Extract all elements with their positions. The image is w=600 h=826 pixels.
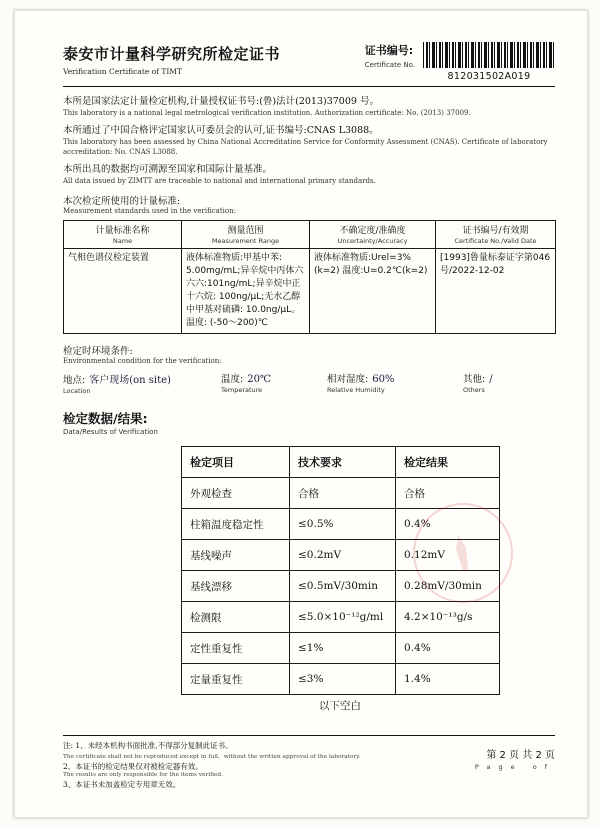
environment-section-title: [63, 343, 555, 365]
col-label-en: Measurement Range: [211, 237, 280, 246]
certificate-content: [63, 41, 555, 713]
results-cell-item: 基线漂移: [182, 571, 290, 602]
statement-item: [63, 125, 555, 157]
results-cell-requirement: ≤3%: [290, 664, 396, 695]
header-left: [63, 41, 280, 76]
footer-note-cn: 2、本证书的检定结果仅对被检定器有效。: [63, 762, 203, 771]
footer-note: [63, 740, 393, 760]
col-label-en: Certificate No./Valid Date: [454, 237, 537, 246]
barcode-block: [423, 42, 555, 82]
col-label-cn: 证书编号/有效期: [462, 226, 529, 237]
results-blank-note: 以下空白: [319, 700, 361, 713]
barcode-icon: [423, 42, 555, 68]
page-number: [475, 740, 555, 771]
results-cell-requirement: ≤0.5mV/30min: [290, 571, 396, 602]
standards-col-certificate: [436, 221, 556, 249]
statements-block: [63, 96, 555, 186]
results-cell-item: 基线噪声: [182, 540, 290, 571]
results-cell-result: 4.2×10⁻¹³g/s: [396, 602, 500, 633]
environment-location-value: 客户现场(on site): [89, 375, 171, 387]
cert-no-label-cn: 证书编号:: [364, 44, 414, 57]
cert-no-label-en: Certificate No.: [364, 61, 415, 69]
standards-title-cn: 本次检定所使用的计量标准:: [63, 196, 181, 208]
table-header-row: [64, 221, 556, 249]
standards-col-range: [182, 221, 310, 249]
environment-title-cn: 检定时环境条件:: [63, 346, 133, 358]
results-cell-requirement: ≤0.2mV: [290, 540, 396, 571]
page-number-cn: 第 2 页 共 2 页: [486, 750, 555, 761]
environment-others-value: /: [489, 374, 493, 386]
environment-humidity-label: 相对湿度:: [327, 374, 369, 386]
col-label-en: Name: [112, 237, 133, 246]
page-title-en: Verification Certificate of TIMT: [63, 67, 182, 76]
results-col-result: 检定结果: [396, 447, 500, 478]
standards-col-uncertainty: [310, 221, 436, 249]
table-row: [182, 509, 500, 540]
results-cell-item: 定量重复性: [182, 664, 290, 695]
table-row: [182, 571, 500, 602]
footer-note-cn: 注: 1、未经本机构书面批准,不得部分复制此证书。: [63, 741, 233, 750]
cert-no-value: 812031502A019: [447, 71, 531, 82]
results-cell-requirement: 合格: [290, 478, 396, 509]
col-label-cn: 测量范围: [227, 226, 264, 237]
results-title-en: Data/Results of Verification: [63, 428, 158, 437]
certificate-header: [63, 41, 555, 87]
table-row: [182, 602, 500, 633]
results-cell-result: 0.4%: [396, 633, 500, 664]
certificate-sheet: [14, 10, 588, 818]
col-label-en: Uncertainty/Accuracy: [337, 237, 408, 246]
statement-en: This laboratory has been assessed by China National Accreditation Service for Conformity Assessment (CNAS). Certificate of laboratory accreditation: No. CNAS L3088.: [63, 138, 548, 156]
footer-note-cn: 3、本证书未加盖检定专用章无效。: [63, 780, 181, 789]
results-title-cn: 检定数据/结果:: [63, 411, 148, 427]
results-cell-result: 合格: [396, 478, 500, 509]
footer-notes: [63, 740, 393, 791]
col-label-cn: 不确定度/准确度: [339, 226, 406, 237]
results-cell-item: 柱箱温度稳定性: [182, 509, 290, 540]
header-right: [365, 41, 555, 82]
table-row: [182, 633, 500, 664]
environment-others-label-en: Others: [463, 386, 485, 395]
results-cell-result: 0.28mV/30min: [396, 571, 500, 602]
environment-temperature-label: 温度:: [221, 374, 244, 386]
results-cell-requirement: ≤0.5%: [290, 509, 396, 540]
environment-title-en: Environmental condition for the verification:: [63, 357, 222, 366]
standards-cell-name: 气相色谱仪检定装置: [64, 249, 182, 334]
footer-note-en: The results are only responsible for the items verified.: [63, 772, 223, 778]
results-cell-requirement: ≤5.0×10⁻¹²g/ml: [290, 602, 396, 633]
results-col-requirement: 技术要求: [290, 447, 396, 478]
standards-cell-range: 液体标准物质:甲基中苯: 5.00mg/mL;异辛烷中丙体六六六:101ng/mL;异辛烷中正十六烷: 100ng/μL;无水乙醇中甲基对硫磷: 10.0ng/μL。温度: (-50～200)℃: [182, 249, 310, 334]
page-footer: [63, 735, 555, 791]
environment-humidity: [327, 371, 457, 394]
environment-row: [63, 371, 555, 395]
results-cell-item: 检测限: [182, 602, 290, 633]
standards-table: [63, 220, 556, 334]
standards-section-title: [63, 193, 555, 215]
table-header-row: [182, 447, 500, 478]
results-col-item: 检定项目: [182, 447, 290, 478]
statement-cn: 本所是国家法定计量检定机构,计量授权证书号:(鲁)法计(2013)37009 号。: [63, 96, 379, 107]
environment-temperature: [221, 371, 321, 394]
footer-note-en: The certificate shall not be reproduced except in full，without the written approval of the laboratory.: [63, 754, 361, 760]
table-row: [182, 664, 500, 695]
statement-cn: 本所出具的数据均可溯源至国家和国际计量基准。: [63, 163, 273, 175]
table-row: [64, 249, 556, 334]
statement-en: All data issued by ZIMTT are traceable to national and international primary standards.: [63, 176, 376, 185]
results-cell-result: 0.12mV: [396, 540, 500, 571]
standards-cell-uncertainty: 液体标准物质:Urel=3%(k=2) 温度:U=0.2℃(k=2): [310, 249, 436, 334]
statement-item: [63, 96, 555, 118]
statement-en: This laboratory is a national legal metrological verification institution. Authorization certificate: No. (2013) 37009.: [63, 108, 471, 117]
results-cell-requirement: ≤1%: [290, 633, 396, 664]
table-row: [182, 540, 500, 571]
statement-cn: 本所通过了中国合格评定国家认可委员会的认可,证书编号:CNAS L3088。: [63, 125, 379, 137]
table-row: [182, 478, 500, 509]
results-cell-item: 外观检查: [182, 478, 290, 509]
standards-title-en: Measurement standards used in the verification:: [63, 207, 236, 216]
standards-col-name: [64, 221, 182, 249]
environment-temperature-label-en: Temperature: [221, 386, 263, 395]
environment-humidity-label-en: Relative Humidity: [327, 386, 385, 395]
statement-item: [63, 164, 555, 186]
environment-temperature-value: 20℃: [247, 374, 272, 386]
results-section-title: [63, 409, 555, 436]
standards-cell-certificate: [1993]鲁量标泰证字第046号/2022-12-02: [436, 249, 556, 334]
col-label-cn: 计量标准名称: [95, 226, 150, 237]
footer-note: [63, 761, 393, 778]
cert-no-label: [365, 42, 415, 69]
environment-location-label-en: Location: [63, 387, 91, 396]
footer-note: [63, 779, 393, 790]
environment-others-label: 其他:: [463, 374, 486, 386]
page-title: 泰安市计量科学研究所检定证书: [63, 45, 281, 63]
results-cell-item: 定性重复性: [182, 633, 290, 664]
results-cell-result: 1.4%: [396, 664, 500, 695]
results-cell-result: 0.4%: [396, 509, 500, 540]
environment-location: [63, 371, 215, 395]
page-number-en: Page of: [474, 763, 555, 771]
environment-location-label: 地点:: [63, 375, 86, 387]
environment-humidity-value: 60%: [372, 374, 395, 386]
environment-others: [463, 371, 493, 394]
results-table: [181, 446, 500, 695]
